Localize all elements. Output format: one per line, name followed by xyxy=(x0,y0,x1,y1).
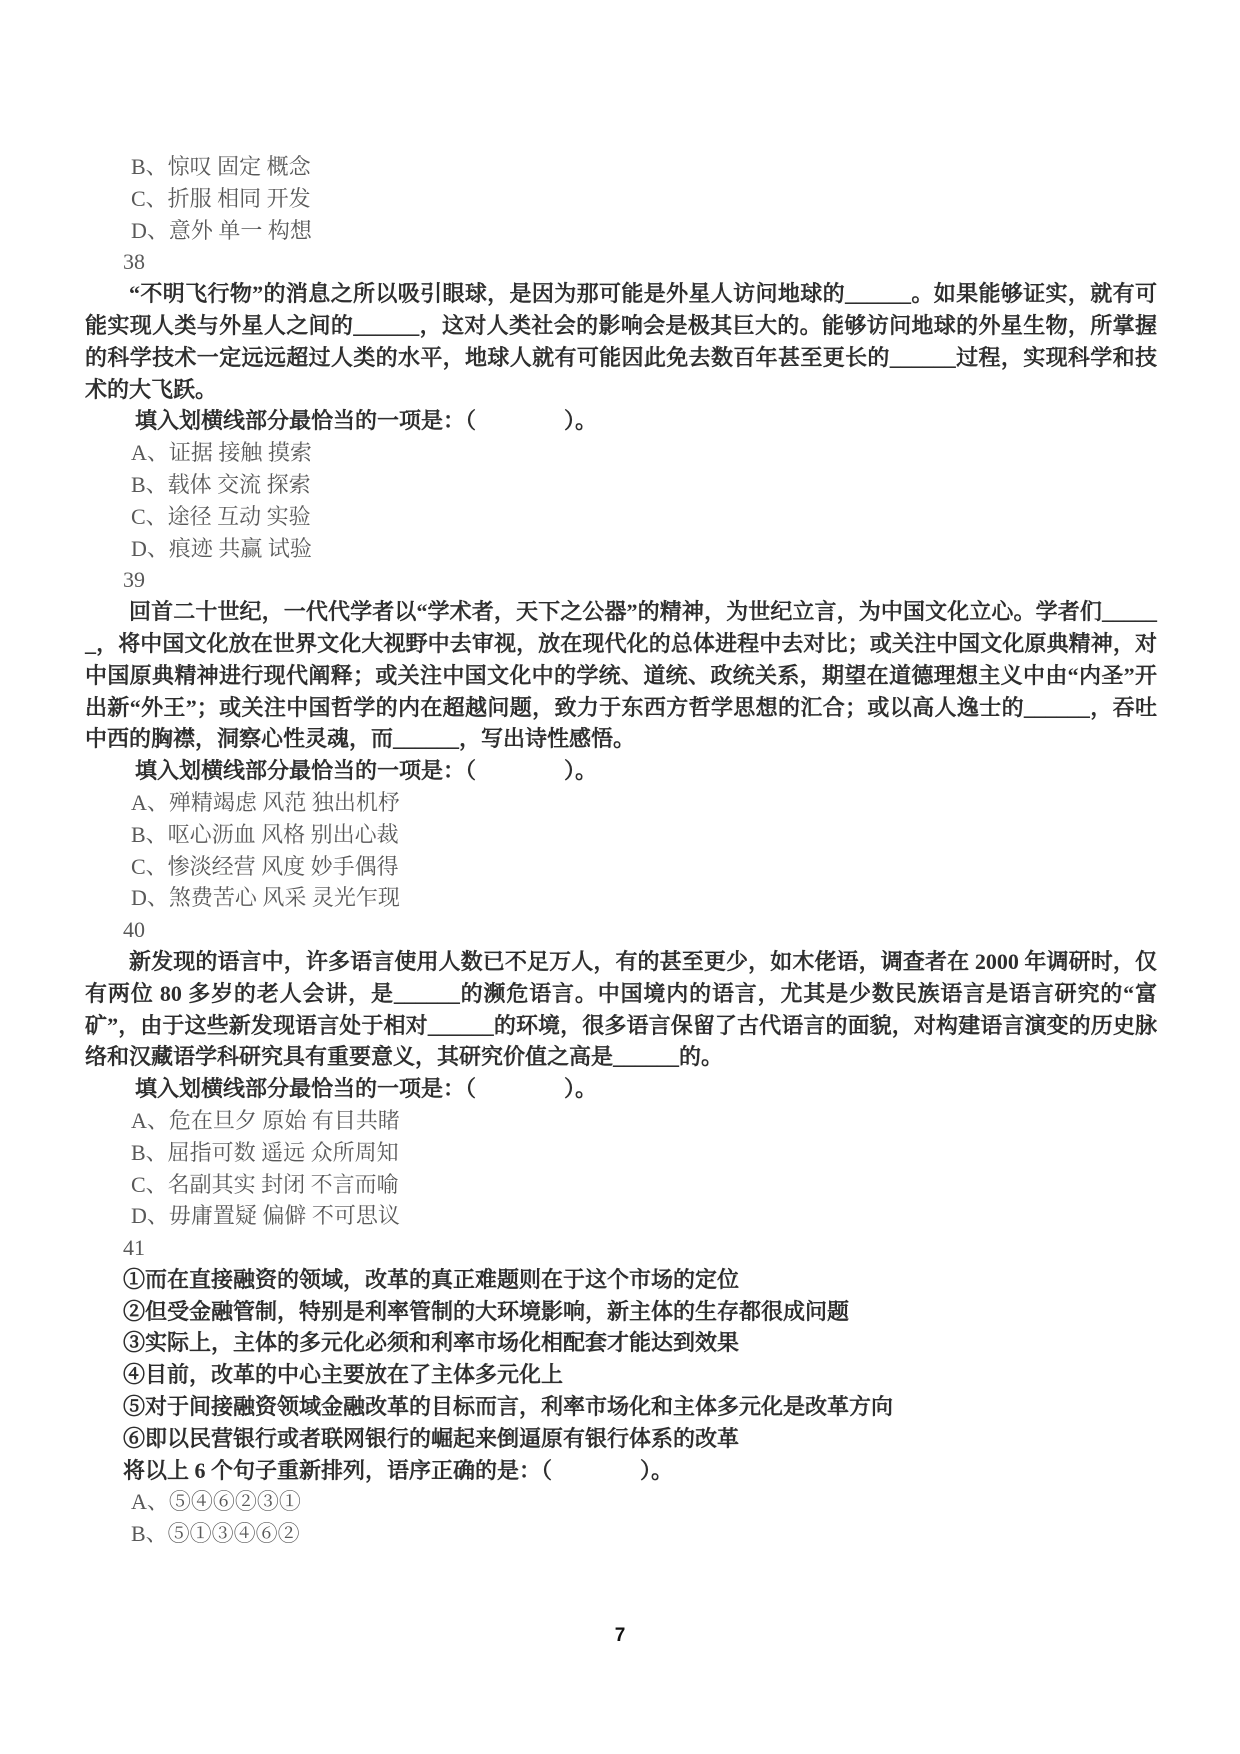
option-line: D、毋庸置疑 偏僻 不可思议 xyxy=(131,1203,400,1229)
option-line: A、⑤④⑥②③① xyxy=(131,1489,301,1515)
option-line: B、惊叹 固定 概念 xyxy=(131,154,311,179)
option-line: D、意外 单一 构想 xyxy=(131,217,312,243)
question-number: 40 xyxy=(123,917,145,943)
question-stem: 回首二十世纪，一代代学者以“学术者，天下之公器”的精神，为世纪立言，为中国文化立心。学者们______，将中国文化放在世界文化大视野中去审视，放在现代化的总体进程中去对比；或关注中国文化原典精神，对中国原典精神进行现代阐释；或关注中国文化中的学统、道统、政统关系，期望在道德理想主义中由“内圣”开出新“外王”；或关注中国哲学的内在超越问题，致力于东西方哲学思想的汇合；或以高人逸士的______，吞吐中西的胸襟，洞察心性灵魂，而______，写出诗性感悟。 xyxy=(85,599,1157,752)
option-line: B、屈指可数 遥远 众所周知 xyxy=(131,1139,399,1165)
question-number: 38 xyxy=(123,249,145,275)
question-stem: “不明飞行物”的消息之所以吸引眼球，是因为那可能是外星人访问地球的______。如果能够证实，就有可能实现人类与外星人之间的______，这对人类社会的影响会是极其巨大的。能够访问地球的外星生物，所掌握的科学技术一定远远超过人类的水平，地球人就有可能因此免去数百年甚至更长的______过程，实现科学和技术的大飞跃。 xyxy=(85,281,1157,402)
option-line: C、途径 互动 实验 xyxy=(131,503,311,529)
question-number: 39 xyxy=(123,567,145,593)
option-line: B、呕心沥血 风格 别出心裁 xyxy=(131,821,399,847)
question-stem: 新发现的语言中，许多语言使用人数已不足万人，有的甚至更少，如木佬语，调查者在 2000 年调研时，仅有两位 80 多岁的老人会讲，是______的濒危语言。中国境内的语言，尤其是少数民族语言是语言研究的“富矿”，由于这些新发现语言处于相对______的环境，很多语言保留了古代语言的面貌，对构建语言演变的历史脉络和汉藏语学科研究具有重要意义，其研究价值之高是______的。 xyxy=(85,948,1157,1070)
sentence-line: ⑤对于间接融资领域金融改革的目标而言，利率市场化和主体多元化是改革方向 xyxy=(123,1394,894,1420)
option-line: C、名副其实 封闭 不言而喻 xyxy=(131,1171,399,1197)
option-line: B、载体 交流 探索 xyxy=(131,471,311,497)
question-prompt: 填入划横线部分最恰当的一项是：（ ）。 xyxy=(135,1076,598,1102)
option-line: C、折服 相同 开发 xyxy=(131,185,311,211)
sentence-line: ②但受金融管制，特别是利率管制的大环境影响，新主体的生存都很成问题 xyxy=(123,1298,850,1324)
question-prompt: 填入划横线部分最恰当的一项是：（ ）。 xyxy=(135,408,598,434)
sentence-line: ④目前，改革的中心主要放在了主体多元化上 xyxy=(123,1362,564,1388)
option-line: D、痕迹 共赢 试验 xyxy=(131,535,312,561)
option-line: A、危在旦夕 原始 有目共睹 xyxy=(131,1107,400,1133)
sentence-line: ③实际上，主体的多元化必须和利率市场化相配套才能达到效果 xyxy=(123,1330,740,1356)
question-prompt: 填入划横线部分最恰当的一项是：（ ）。 xyxy=(135,758,598,784)
option-line: A、证据 接触 摸索 xyxy=(131,440,312,466)
option-line: C、惨淡经营 风度 妙手偶得 xyxy=(131,853,399,879)
exam-questions-area xyxy=(85,151,1157,1550)
sentence-line: ⑥即以民营银行或者联网银行的崛起来倒逼原有银行体系的改革 xyxy=(123,1425,740,1451)
question-prompt: 将以上 6 个句子重新排列，语序正确的是：（ ）。 xyxy=(123,1457,674,1483)
option-line: A、殚精竭虑 风范 独出机杼 xyxy=(131,789,400,815)
question-number: 41 xyxy=(123,1235,145,1261)
option-line: B、⑤①③④⑥② xyxy=(131,1521,300,1547)
sentence-line: ①而在直接融资的领域，改革的真正难题则在于这个市场的定位 xyxy=(123,1266,740,1292)
page-number: 7 xyxy=(614,1625,626,1646)
option-line: D、煞费苦心 风采 灵光乍现 xyxy=(131,885,400,911)
